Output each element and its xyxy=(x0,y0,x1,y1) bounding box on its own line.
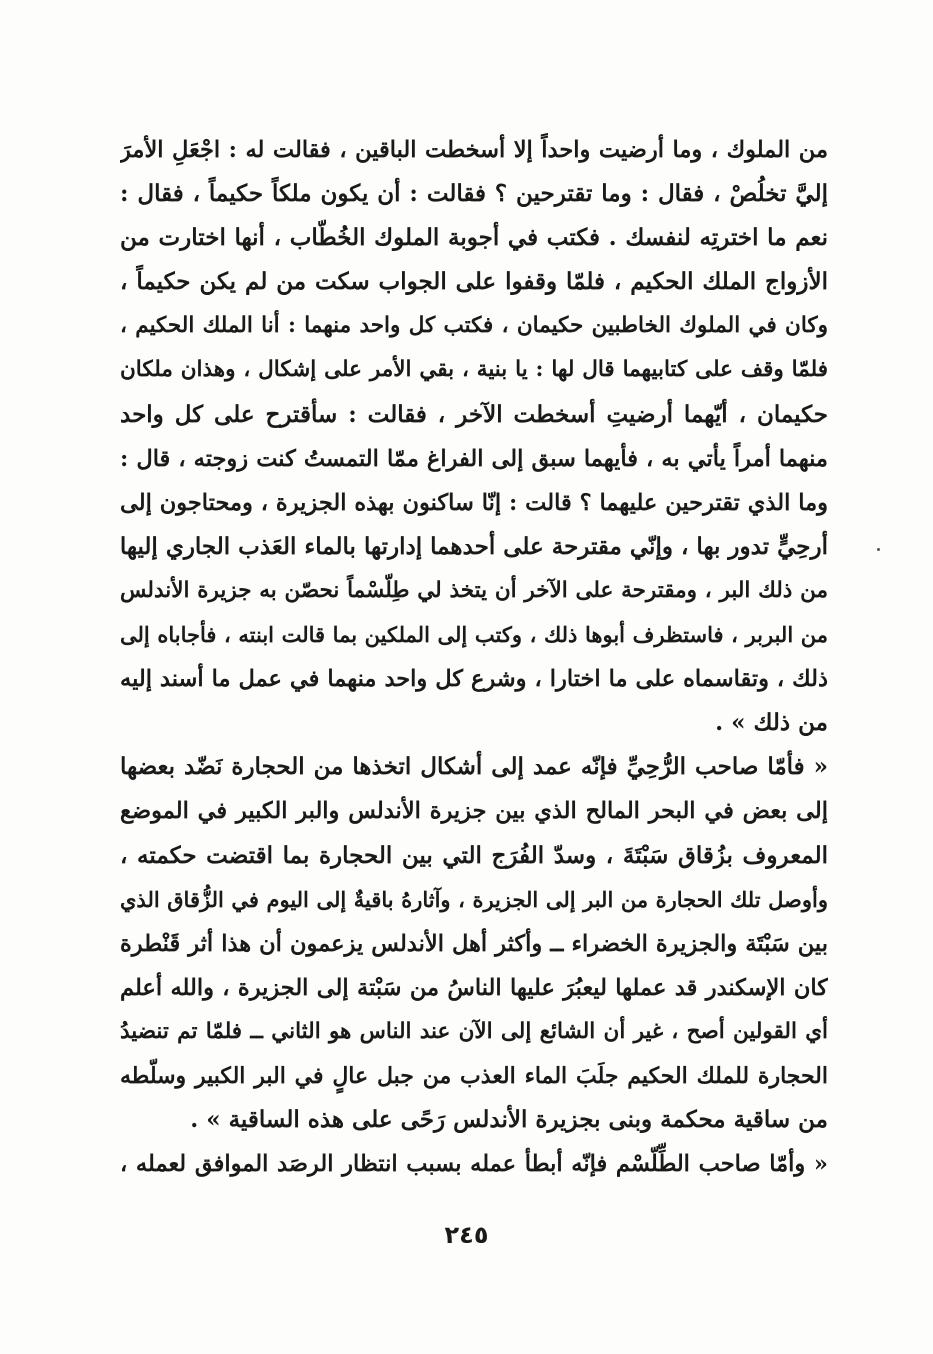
paragraph-end-line: من ذلك » . xyxy=(715,709,828,737)
text-line: وأوصل تلك الحجارة من البر إلى الجزيرة ، وآثارهُ باقيةٌ إلى اليوم في الزُّقاق الذي xyxy=(120,886,828,912)
text-line: بين سَبْتَة والجزيرة الخضراء ــ وأكثر أهل الأندلس يزعمون أن هذا أثر قَنْطرة xyxy=(120,930,828,957)
text-line: المعروف بزُقاق سَبْتَةَ ، وسدّ الفُرَج التي بين الحجارة بما اقتضت حكمته ، xyxy=(120,841,828,869)
body-text xyxy=(120,128,828,1186)
paragraph-end-line: من ساقية محكمة وبنى بجزيرة الأندلس رَحًى على هذه الساقية » . xyxy=(190,1106,828,1134)
text-line: أي القولين أصح ، غير أن الشائع إلى الآن عند الناس هو الثاني ــ فلمّا تم تنضيدُ xyxy=(120,1018,828,1044)
text-line: وكان في الملوك الخاطبين حكيمان ، فكتب كل واحد منهما : أنا الملك الحكيم ، xyxy=(120,313,828,339)
text-line: إلى بعض في البحر المالح الذي بين جزيرة الأندلس والبر الكبير في الموضع xyxy=(120,798,828,825)
text-line: إليَّ تخلُصْ ، فقال : وما تقترحين ؟ فقالت : أن يكون ملكاً حكيماً ، فقال : xyxy=(120,180,828,208)
text-line: وما الذي تقترحين عليهما ؟ قالت : إنّا ساكنون بهذه الجزيرة ، ومحتاجون إلى xyxy=(120,489,828,516)
text-line: من الملوك ، وما أرضيت واحداً إلا أسخطت الباقين ، فقالت له : اجْعَلِ الأمرَ xyxy=(120,137,828,163)
text-line: من البربر ، فاستظرف أبوها ذلك ، وكتب إلى الملكين بما قالت ابنته ، فأجاباه إلى xyxy=(120,622,828,648)
text-line: الحجارة للملك الحكيم جلَبَ الماء العذب من جبل عالٍ في البر الكبير وسلّطه xyxy=(120,1062,828,1089)
text-line: « وأمّا صاحب الطِّلّسْم فإنّه أبطأ عمله بسبب انتظار الرصَد الموافق لعمله ، xyxy=(120,1151,828,1178)
text-line: نعم ما اخترتِه لنفسك . فكتب في أجوبة الملوك الخُطّاب ، أنها اختارت من xyxy=(120,224,828,252)
text-line: حكيمان ، أيّهما أرضيتِ أسخطت الآخر ، فقالت : سأقترح على كل واحد xyxy=(120,400,828,428)
text-line: الأزواج الملك الحكيم ، فلمّا وقفوا على الجواب سكت من لم يكن حكيماً ، xyxy=(120,268,828,296)
text-line: منهما أمراً يأتي به ، فأيهما سبق إلى الفراغ ممّا التمستُ كنت زوجته ، قال : xyxy=(120,445,828,472)
scan-speck xyxy=(877,548,880,551)
text-line: فلمّا وقف على كتابيهما قال لها : يا بنية ، بقي الأمر على إشكال ، وهذان ملكان xyxy=(120,357,828,383)
text-line: أرحِيٍّ تدور بها ، وإنّي مقترحة على أحدهما إدارتها بالماء العَذب الجاري إليها xyxy=(120,532,828,560)
text-line: من ذلك البر ، ومقترحة على الآخر أن يتخذ لي طِلّسْماً نحصّن به جزيرة الأندلس xyxy=(120,577,828,603)
text-line: ذلك ، وتقاسماه على ما اختارا ، وشرع كل واحد منهما في عمل ما أسند إليه xyxy=(120,666,828,693)
text-line: « فأمّا صاحب الرُّحِيِّ فإنّه عمد إلى أشكال اتخذها من الحجارة نَضّد بعضها xyxy=(120,753,828,781)
text-line: كان الإسكندر قد عملها ليعبُرَ عليها الناسُ من سَبْتة إلى الجزيرة ، والله أعلم xyxy=(120,974,828,1001)
page-number: ٢٤٥ xyxy=(444,1221,489,1249)
